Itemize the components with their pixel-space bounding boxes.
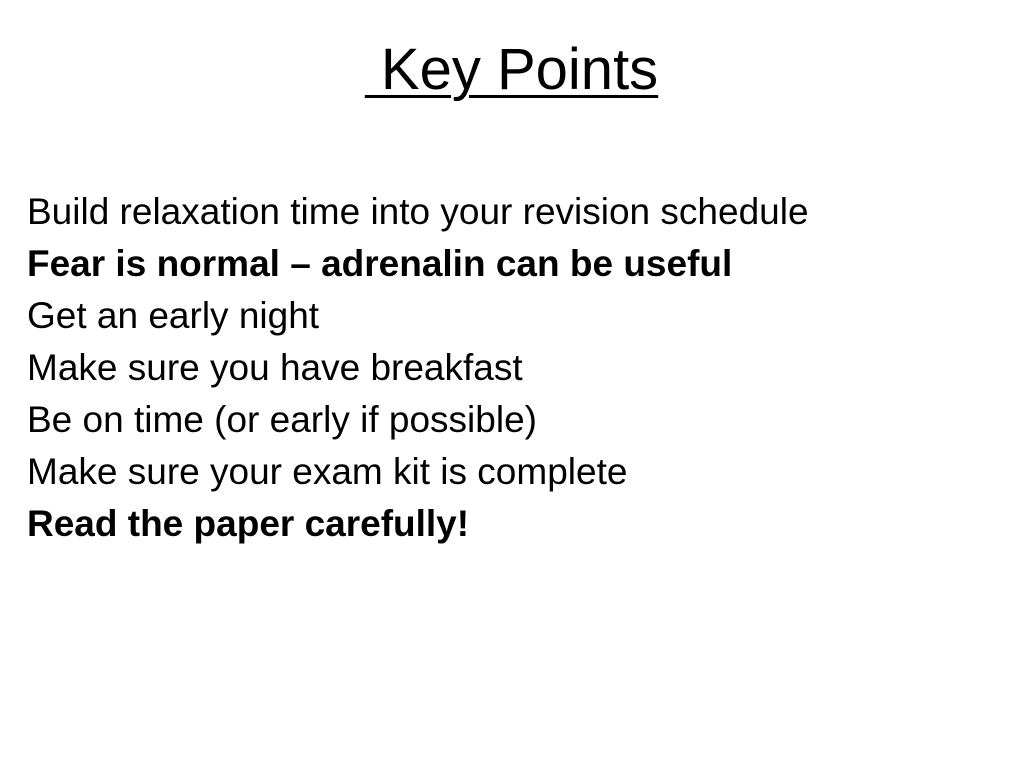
key-points-list xyxy=(27,186,1017,550)
point-item: Fear is normal – adrenalin can be useful xyxy=(27,243,733,284)
point-item: Make sure you have breakfast xyxy=(27,347,523,388)
point-item: Be on time (or early if possible) xyxy=(27,399,537,440)
point-item: Read the paper carefully! xyxy=(27,503,470,544)
slide-title: Key Points xyxy=(364,37,659,102)
point-item: Get an early night xyxy=(27,295,320,336)
point-item: Make sure your exam kit is complete xyxy=(27,451,628,492)
point-item: Build relaxation time into your revision schedule xyxy=(27,191,809,232)
